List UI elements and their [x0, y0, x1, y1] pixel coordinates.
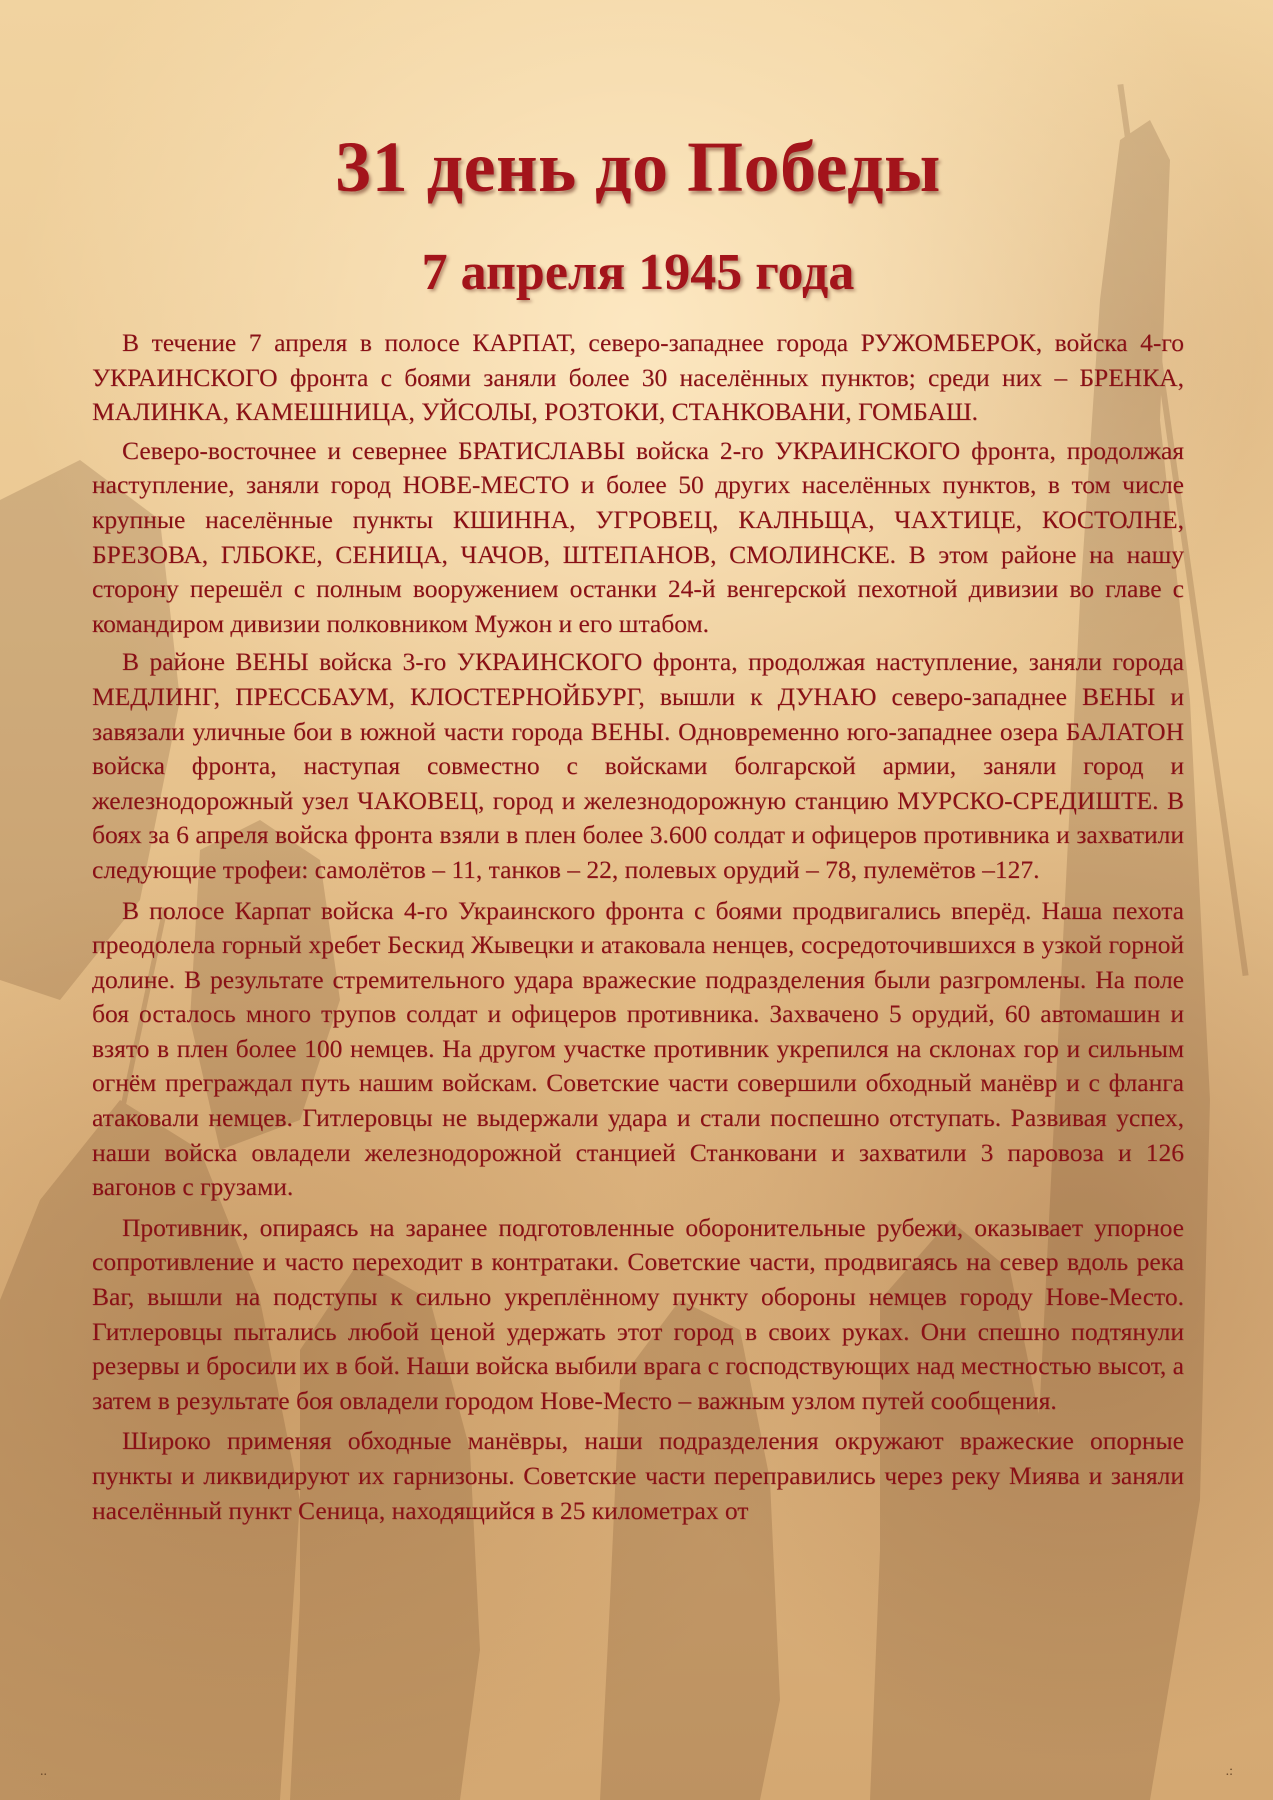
- page-title: 31 день до Победы: [335, 127, 941, 207]
- paragraph-1: В течение 7 апреля в полосе КАРПАТ, северо-западнее города РУЖОМБЕРОК, войска 4-го УКРАИНСКОГО фронта с боями заняли более 30 населённых пунктов; среди них – БРЕНКА, МАЛИНКА, КАМЕШНИЦА, УЙСОЛЫ, РОЗТОКИ, СТАНКОВАНИ, ГОМБАШ.: [92, 328, 1184, 427]
- paragraph-6: Широко применяя обходные манёвры, наши подразделения окружают вражеские опорные пункты и ликвидируют их гарнизоны. Советские части переправились через реку Миява и заняли населённый пункт Сеница, находящийся в 25 километрах от: [92, 1426, 1184, 1525]
- corner-mark-left: ..: [40, 1764, 47, 1779]
- paragraph-3: В районе ВЕНЫ войска 3-го УКРАИНСКОГО фронта, продолжая наступление, заняли города МЕДЛИНГ, ПРЕССБАУМ, КЛОСТЕРНОЙБУРГ, вышли к ДУНАЮ северо-западнее ВЕНЫ и завязали уличные бои в южной части города ВЕНЫ. Одновременно юго-западнее озера БАЛАТОН войска фронта, наступая совместно с войсками болгарской армии, заняли город и железнодорожный узел ЧАКОВЕЦ, город и железнодорожную станцию МУРСКО-СРЕДИШТЕ. В боях за 6 апреля войска фронта взяли в плен более 3.600 солдат и офицеров противника и захватили следующие трофеи: самолётов – 11, танков – 22, полевых орудий – 78, пулемётов –127.: [92, 647, 1184, 884]
- date-subtitle: 7 апреля 1945 года: [421, 244, 855, 301]
- paragraph-5: Противник, опираясь на заранее подготовленные оборонительные рубежи, оказывает упорное сопротивление и часто переходит в контратаки. Советские части, продвигаясь на север вдоль река Ваг, вышли на подступы к сильно укреплённому пункту обороны немцев городу Нове-Место. Гитлеровцы пытались любой ценой удержать этот город в своих руках. Они спешно подтянули резервы и бросили их в бой. Наши войска выбили врага с господствующих над местностью высот, а затем в результате боя овладели городом Нове-Место – важным узлом путей сообщения.: [92, 1212, 1184, 1415]
- paragraph-2: Северо-восточнее и севернее БРАТИСЛАВЫ войска 2-го УКРАИНСКОГО фронта, продолжая наступление, заняли город НОВЕ-МЕСТО и более 50 других населённых пунктов, в том числе крупные населённые пункты КШИННА, УГРОВЕЦ, КАЛНЬЩА, ЧАХТИЦЕ, КОСТОЛНЕ, БРЕЗОВА, ГЛБОКЕ, СЕНИЦА, ЧАЧОВ, ШТЕПАНОВ, СМОЛИНСКЕ. В этом районе на нашу сторону перешёл с полным вооружением останки 24-й венгерской пехотной дивизии во главе с командиром дивизии полковником Мужон и его штабом.: [92, 435, 1184, 638]
- article-body: [92, 326, 1184, 1532]
- corner-mark-right: .:: [1225, 1764, 1233, 1779]
- paragraph-4: В полосе Карпат войска 4-го Украинского фронта с боями продвигались вперёд. Наша пехота преодолела горный хребет Бескид Жывецки и атаковала ненцев, сосредоточившихся в узкой горной долине. В результате стремительного удара вражеские подразделения были разгромлены. На поле боя осталось много трупов солдат и офицеров противника. Захвачено 5 орудий, 60 автомашин и взято в плен более 100 немцев. На другом участке противник укрепился на склонах гор и сильным огнём преграждал путь нашим войскам. Советские части совершили обходный манёвр и с фланга атаковали немцев. Гитлеровцы не выдержали удара и стали поспешно отступать. Развивая успех, наши войска овладели железнодорожной станцией Станковани и захватили 3 паровоза и 126 вагонов с грузами.: [92, 895, 1184, 1202]
